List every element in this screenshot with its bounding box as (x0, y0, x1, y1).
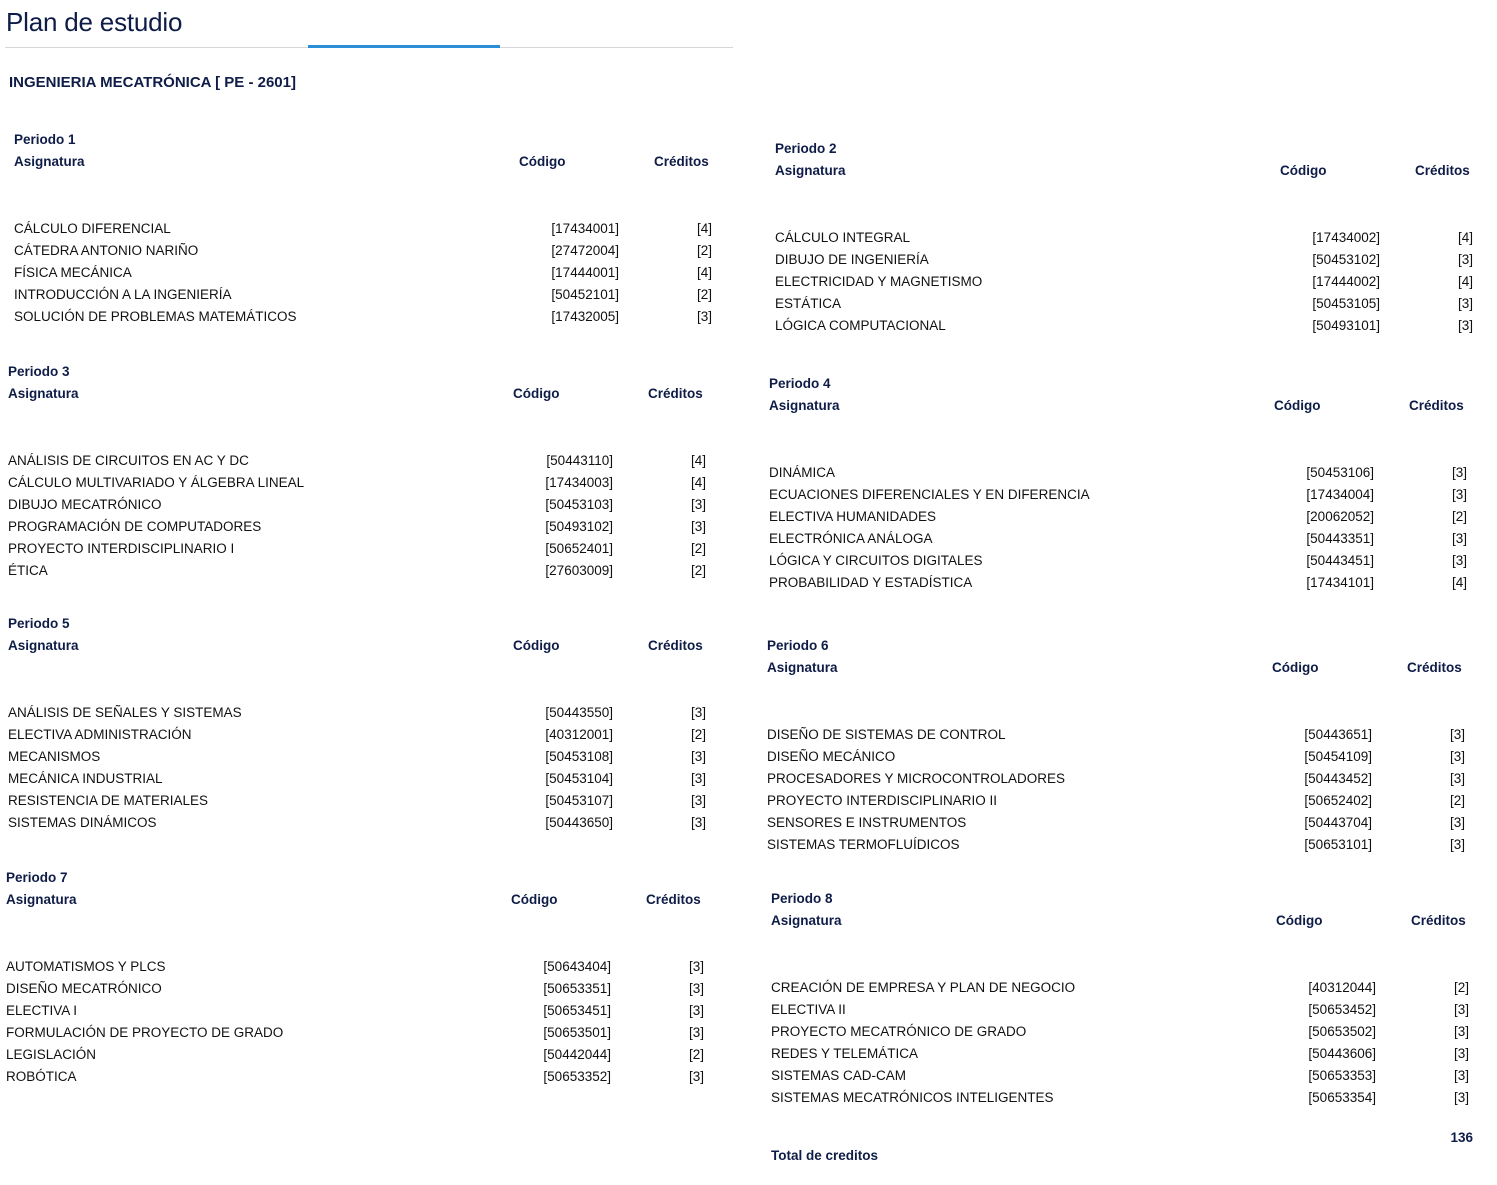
course-name: REDES Y TELEMÁTICA (771, 1046, 919, 1061)
course-credits: [3] (696, 309, 712, 324)
course-name: ELECTRÓNICA ANÁLOGA (769, 531, 933, 546)
course-credits: [3] (1451, 553, 1467, 568)
course-name: ANÁLISIS DE CIRCUITOS EN AC Y DC (8, 453, 249, 468)
course-name: ROBÓTICA (6, 1069, 77, 1084)
course-name: ELECTIVA HUMANIDADES (769, 509, 937, 524)
course-name: SISTEMAS DINÁMICOS (8, 815, 157, 830)
course-name: DISEÑO MECATRÓNICO (6, 981, 162, 996)
course-credits: [3] (690, 705, 706, 720)
course-row (767, 727, 1465, 749)
course-credits: [2] (696, 287, 712, 302)
course-credits: [3] (1451, 487, 1467, 502)
course-row (8, 475, 706, 497)
course-name: PROBABILIDAD Y ESTADÍSTICA (769, 575, 973, 590)
header-codigo: Código (1276, 913, 1323, 928)
course-row (769, 553, 1467, 575)
course-credits: [3] (1449, 815, 1465, 830)
course-credits: [3] (1453, 1002, 1469, 1017)
course-credits: [2] (1449, 793, 1465, 808)
course-credits: [3] (1449, 837, 1465, 852)
course-credits: [2] (690, 727, 706, 742)
header-codigo: Código (1272, 660, 1319, 675)
course-name: ESTÁTICA (775, 296, 842, 311)
course-code: [50653101] (1304, 837, 1372, 852)
course-credits: [3] (688, 981, 704, 996)
course-code: [50453106] (1306, 465, 1374, 480)
header-asignatura: Asignatura (767, 660, 838, 675)
course-credits: [3] (690, 771, 706, 786)
course-list (767, 727, 1465, 859)
page-title: Plan de estudio (6, 7, 183, 37)
course-credits: [2] (690, 563, 706, 578)
course-code: [50653451] (543, 1003, 611, 1018)
course-name: FÍSICA MECÁNICA (14, 265, 132, 280)
course-credits: [3] (1449, 749, 1465, 764)
course-name: ECUACIONES DIFERENCIALES Y EN DIFERENCIA (769, 487, 1090, 502)
course-code: [50653501] (543, 1025, 611, 1040)
course-credits: [3] (1457, 318, 1473, 333)
course-name: LEGISLACIÓN (6, 1047, 97, 1062)
header-creditos: Créditos (1415, 163, 1470, 178)
course-code: [50443451] (1306, 553, 1374, 568)
course-row (769, 531, 1467, 553)
course-name: SISTEMAS TERMOFLUÍDICOS (767, 837, 960, 852)
course-code: [17434001] (551, 221, 619, 236)
course-row (775, 252, 1473, 274)
course-name: PROCESADORES Y MICROCONTROLADORES (767, 771, 1066, 786)
course-name: CÁTEDRA ANTONIO NARIÑO (14, 243, 199, 258)
course-code: [50443351] (1306, 531, 1374, 546)
course-row (14, 221, 712, 243)
course-row (6, 1025, 704, 1047)
course-row (14, 309, 712, 331)
course-name: PROYECTO MECATRÓNICO DE GRADO (771, 1024, 1027, 1039)
course-code: [50453102] (1312, 252, 1380, 267)
course-row (8, 519, 706, 541)
course-name: DISEÑO DE SISTEMAS DE CONTROL (767, 727, 1006, 742)
course-row (8, 541, 706, 563)
course-code: [50493101] (1312, 318, 1380, 333)
period-title: Periodo 6 (767, 638, 829, 653)
course-row (771, 1024, 1469, 1046)
course-row (771, 1002, 1469, 1024)
course-name: SISTEMAS CAD-CAM (771, 1068, 907, 1083)
course-credits: [4] (690, 475, 706, 490)
course-credits: [3] (1453, 1090, 1469, 1105)
course-list (771, 980, 1469, 1112)
course-code: [17444001] (551, 265, 619, 280)
course-name: DIBUJO DE INGENIERÍA (775, 252, 929, 267)
total-credits-label: Total de creditos (771, 1148, 879, 1163)
header-asignatura: Asignatura (6, 892, 77, 907)
header-asignatura: Asignatura (8, 386, 79, 401)
course-row (767, 749, 1465, 771)
course-credits: [3] (1453, 1024, 1469, 1039)
course-list (775, 230, 1473, 340)
header-creditos: Créditos (1409, 398, 1464, 413)
course-credits: [4] (1457, 230, 1473, 245)
course-code: [50452101] (551, 287, 619, 302)
course-code: [50453105] (1312, 296, 1380, 311)
course-code: [17434101] (1306, 575, 1374, 590)
header-codigo: Código (513, 386, 560, 401)
course-credits: [3] (1451, 465, 1467, 480)
course-row (775, 230, 1473, 252)
course-code: [40312044] (1308, 980, 1376, 995)
course-credits: [4] (696, 221, 712, 236)
course-name: CREACIÓN DE EMPRESA Y PLAN DE NEGOCIO (771, 980, 1076, 995)
course-code: [17434002] (1312, 230, 1380, 245)
course-credits: [3] (690, 815, 706, 830)
course-name: ELECTIVA ADMINISTRACIÓN (8, 727, 192, 742)
course-row (14, 287, 712, 309)
header-codigo: Código (519, 154, 566, 169)
course-list (8, 705, 706, 837)
course-row (6, 981, 704, 1003)
course-name: CÁLCULO DIFERENCIAL (14, 221, 171, 236)
course-row (8, 749, 706, 771)
title-accent-bar (308, 45, 500, 48)
course-row (775, 318, 1473, 340)
course-name: ELECTIVA II (771, 1002, 846, 1017)
period-title: Periodo 5 (8, 616, 70, 631)
course-name: SENSORES E INSTRUMENTOS (767, 815, 967, 830)
course-row (771, 980, 1469, 1002)
course-code: [50653502] (1308, 1024, 1376, 1039)
course-code: [50453103] (545, 497, 613, 512)
course-row (769, 487, 1467, 509)
course-code: [50653353] (1308, 1068, 1376, 1083)
course-name: ELECTRICIDAD Y MAGNETISMO (775, 274, 983, 289)
course-credits: [3] (1457, 296, 1473, 311)
course-row (775, 274, 1473, 296)
course-row (767, 771, 1465, 793)
course-credits: [3] (690, 793, 706, 808)
course-credits: [3] (1453, 1046, 1469, 1061)
course-credits: [2] (688, 1047, 704, 1062)
course-credits: [3] (688, 1069, 704, 1084)
course-code: [50443650] (545, 815, 613, 830)
course-row (8, 815, 706, 837)
course-name: SOLUCIÓN DE PROBLEMAS MATEMÁTICOS (14, 309, 297, 324)
course-name: DISEÑO MECÁNICO (767, 749, 896, 764)
course-row (771, 1090, 1469, 1112)
course-credits: [3] (690, 519, 706, 534)
course-row (8, 453, 706, 475)
course-credits: [4] (1457, 274, 1473, 289)
course-code: [50653352] (543, 1069, 611, 1084)
period-title: Periodo 7 (6, 870, 68, 885)
course-credits: [3] (688, 1003, 704, 1018)
course-row (6, 1047, 704, 1069)
course-credits: [3] (690, 749, 706, 764)
course-code: [50443651] (1304, 727, 1372, 742)
header-codigo: Código (1274, 398, 1321, 413)
course-name: ÉTICA (8, 563, 48, 578)
course-name: ELECTIVA I (6, 1003, 78, 1018)
course-row (769, 509, 1467, 531)
course-credits: [4] (690, 453, 706, 468)
course-name: CÁLCULO MULTIVARIADO Y ÁLGEBRA LINEAL (8, 475, 305, 490)
header-codigo: Código (1280, 163, 1327, 178)
period-title: Periodo 4 (769, 376, 831, 391)
course-name: LÓGICA Y CIRCUITOS DIGITALES (769, 553, 983, 568)
course-list (769, 465, 1467, 597)
course-row (14, 243, 712, 265)
course-code: [50442044] (543, 1047, 611, 1062)
course-code: [50443606] (1308, 1046, 1376, 1061)
course-code: [50443110] (546, 453, 613, 468)
course-name: RESISTENCIA DE MATERIALES (8, 793, 209, 808)
header-creditos: Créditos (1407, 660, 1462, 675)
header-asignatura: Asignatura (771, 913, 842, 928)
period-title: Periodo 2 (775, 141, 837, 156)
course-code: [50653452] (1308, 1002, 1376, 1017)
course-credits: [3] (1449, 771, 1465, 786)
course-code: [50652401] (545, 541, 613, 556)
course-code: [50443452] (1304, 771, 1372, 786)
course-list (8, 453, 706, 585)
course-credits: [4] (696, 265, 712, 280)
course-name: PROGRAMACIÓN DE COMPUTADORES (8, 519, 262, 534)
course-row (769, 575, 1467, 597)
course-code: [50453107] (545, 793, 613, 808)
header-creditos: Créditos (648, 386, 703, 401)
course-credits: [2] (696, 243, 712, 258)
course-row (767, 837, 1465, 859)
header-codigo: Código (513, 638, 560, 653)
period-title: Periodo 8 (771, 891, 833, 906)
header-creditos: Créditos (654, 154, 709, 169)
course-credits: [3] (690, 497, 706, 512)
course-credits: [3] (1453, 1068, 1469, 1083)
header-asignatura: Asignatura (14, 154, 85, 169)
course-name: MECANISMOS (8, 749, 101, 764)
course-code: [20062052] (1306, 509, 1374, 524)
course-code: [50653351] (543, 981, 611, 996)
course-row (8, 727, 706, 749)
total-credits-value: 136 (1450, 1130, 1473, 1145)
course-row (8, 793, 706, 815)
header-asignatura: Asignatura (769, 398, 840, 413)
header-creditos: Créditos (646, 892, 701, 907)
header-asignatura: Asignatura (775, 163, 846, 178)
course-row (6, 1069, 704, 1091)
course-code: [50652402] (1304, 793, 1372, 808)
course-name: PROYECTO INTERDISCIPLINARIO I (8, 541, 235, 556)
course-code: [50443704] (1304, 815, 1372, 830)
course-row (14, 265, 712, 287)
course-row (767, 793, 1465, 815)
course-row (6, 959, 704, 981)
course-list (6, 959, 704, 1091)
course-name: DIBUJO MECATRÓNICO (8, 497, 162, 512)
course-name: SISTEMAS MECATRÓNICOS INTELIGENTES (771, 1090, 1054, 1105)
course-row (767, 815, 1465, 837)
course-name: FORMULACIÓN DE PROYECTO DE GRADO (6, 1025, 284, 1040)
course-code: [27603009] (545, 563, 613, 578)
header-codigo: Código (511, 892, 558, 907)
course-code: [17434003] (545, 475, 613, 490)
course-name: ANÁLISIS DE SEÑALES Y SISTEMAS (8, 705, 242, 720)
course-name: INTRODUCCIÓN A LA INGENIERÍA (14, 287, 232, 302)
course-name: CÁLCULO INTEGRAL (775, 230, 911, 245)
course-row (771, 1046, 1469, 1068)
course-code: [50453104] (545, 771, 613, 786)
course-row (8, 771, 706, 793)
course-credits: [3] (1451, 531, 1467, 546)
course-code: [50643404] (543, 959, 611, 974)
course-credits: [3] (688, 959, 704, 974)
course-name: DINÁMICA (769, 465, 836, 480)
course-code: [17432005] (551, 309, 619, 324)
course-credits: [4] (1451, 575, 1467, 590)
period-title: Periodo 3 (8, 364, 70, 379)
course-name: LÓGICA COMPUTACIONAL (775, 318, 946, 333)
header-asignatura: Asignatura (8, 638, 79, 653)
header-creditos: Créditos (1411, 913, 1466, 928)
course-code: [50454109] (1304, 749, 1372, 764)
course-code: [50443550] (545, 705, 613, 720)
course-name: PROYECTO INTERDISCIPLINARIO II (767, 793, 998, 808)
course-code: [50453108] (545, 749, 613, 764)
course-row (771, 1068, 1469, 1090)
course-row (775, 296, 1473, 318)
course-code: [50493102] (545, 519, 613, 534)
course-name: AUTOMATISMOS Y PLCS (6, 959, 166, 974)
course-credits: [3] (688, 1025, 704, 1040)
header-creditos: Créditos (648, 638, 703, 653)
course-code: [40312001] (545, 727, 613, 742)
course-row (769, 465, 1467, 487)
course-credits: [2] (1451, 509, 1467, 524)
course-list (14, 221, 712, 331)
course-row (8, 497, 706, 519)
course-credits: [2] (1453, 980, 1469, 995)
course-row (8, 563, 706, 585)
course-code: [17434004] (1306, 487, 1374, 502)
course-credits: [3] (1449, 727, 1465, 742)
course-row (6, 1003, 704, 1025)
course-code: [27472004] (551, 243, 619, 258)
course-credits: [2] (690, 541, 706, 556)
program-name: INGENIERIA MECATRÓNICA [ PE - 2601] (9, 74, 296, 91)
period-title: Periodo 1 (14, 132, 76, 147)
course-code: [17444002] (1312, 274, 1380, 289)
course-credits: [3] (1457, 252, 1473, 267)
course-row (8, 705, 706, 727)
course-name: MECÁNICA INDUSTRIAL (8, 771, 163, 786)
course-code: [50653354] (1308, 1090, 1376, 1105)
